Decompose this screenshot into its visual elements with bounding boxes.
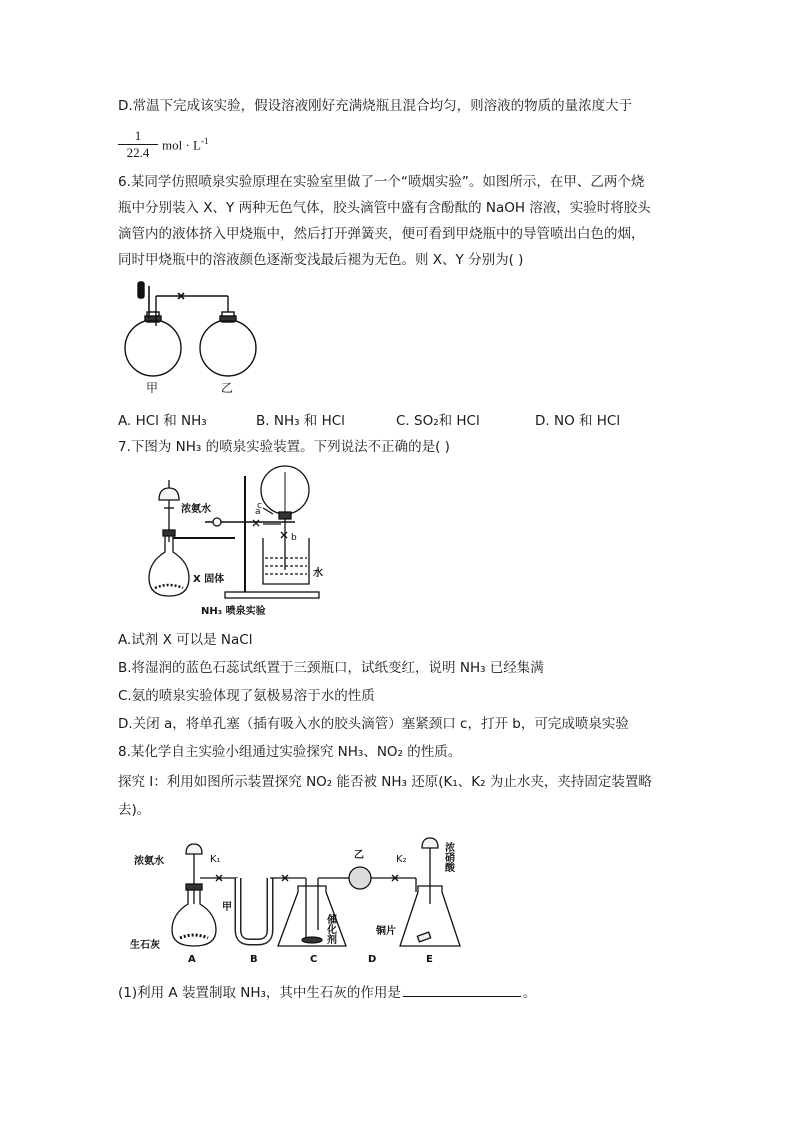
label-jia-8: 甲: [222, 902, 232, 913]
label-a: a: [255, 507, 261, 517]
q7-option-c: C.氨的喷泉实验体现了氨极易溶于水的性质: [118, 688, 375, 704]
flask-jia: [125, 320, 181, 376]
clip-b-icon: [281, 532, 287, 538]
q6-stem-line-1: 6.某同学仿照喷泉实验原理在实验室里做了一个“喷烟实验”。如图所示，在甲、乙两个烧: [118, 174, 645, 190]
label-c: c: [257, 501, 262, 511]
q7-option-d: D.关闭 a，将单孔塞（插有吸入水的胶头滴管）塞紧颈口 c，打开 b，可完成喷泉实验: [118, 716, 629, 732]
q5-unit-text: mol · L: [162, 137, 201, 153]
q6-stem-line-3: 滴管内的液体挤入甲烧瓶中，然后打开弹簧夹，便可看到甲烧瓶中的导管喷出白色的烟，: [118, 226, 645, 242]
q6-option-d: D. NO 和 HCl: [535, 413, 621, 429]
q8-sub-question-1-text: (1)利用 A 装置制取 NH₃，其中生石灰的作用是: [118, 985, 401, 1001]
beaker: [263, 538, 309, 584]
q8-apparatus-diagram: [130, 834, 470, 966]
q7-stem: 7.下图为 NH₃ 的喷泉实验装置。下列说法不正确的是( ): [118, 439, 450, 455]
label-c-8: C: [310, 954, 318, 965]
label-catalyst: 催化剂: [324, 914, 336, 944]
drying-tube-d: [349, 867, 371, 889]
label-b-8: B: [250, 954, 258, 965]
q5-fraction-denominator: 22.4: [126, 145, 150, 160]
q8-explore-1-line-2: 去)。: [118, 802, 151, 818]
label-x-solid: X 固体: [193, 574, 225, 585]
q8-explore-1-line-1: 探究 I：利用如图所示装置探究 NO₂ 能否被 NH₃ 还原(K₁、K₂ 为止水夹，夹持固定装置略: [118, 774, 652, 790]
label-e-8: E: [426, 954, 433, 965]
label-ammonia: 浓氨水: [181, 504, 211, 515]
label-nitric-acid: 浓硝酸: [442, 842, 454, 872]
separatory-funnel: [159, 488, 179, 500]
clip-a-icon: [253, 520, 259, 526]
q7-option-a: A.试剂 X 可以是 NaCl: [118, 632, 253, 648]
q7-fountain-apparatus-diagram: [145, 462, 345, 620]
q5-unit: [162, 136, 209, 153]
q5-option-d: D.常温下完成该实验，假设溶液刚好充满烧瓶且混合均匀，则溶液的物质的量浓度大于: [118, 98, 633, 114]
u-tube-b: [238, 878, 270, 942]
label-k2: K₂: [396, 854, 407, 865]
label-yi-8: 乙: [354, 850, 364, 861]
label-lime: 生石灰: [130, 940, 160, 951]
flask-label-yi: 乙: [221, 381, 234, 395]
q8-sub-question-1: [118, 982, 536, 1003]
label-water: 水: [313, 568, 323, 579]
q6-stem-line-2: 瓶中分别装入 X、Y 两种无色气体，胶头滴管中盛有含酚酞的 NaOH 溶液，实验时将胶头: [118, 200, 651, 216]
dropper-bulb: [138, 282, 144, 298]
label-d-8: D: [368, 954, 377, 965]
q7-option-b: B.将湿润的蓝色石蕊试纸置于三颈瓶口，试纸变红，说明 NH₃ 已经集满: [118, 660, 544, 676]
q6-stem-line-4: 同时甲烧瓶中的溶液颜色逐渐变浅最后褪为无色。则 X、Y 分别为( ): [118, 252, 524, 268]
label-copper: 铜片: [376, 926, 396, 937]
diagram-caption: NH₃ 喷泉实验: [201, 606, 266, 617]
q8-stem: 8.某化学自主实验小组通过实验探究 NH₃、NO₂ 的性质。: [118, 744, 462, 760]
label-a-8: A: [188, 954, 196, 965]
q6-option-c: C. SO₂和 HCl: [396, 413, 480, 429]
label-k1: K₁: [210, 854, 221, 865]
q6-smoke-experiment-diagram: [118, 276, 268, 396]
q6-option-b: B. NH₃ 和 HCl: [256, 413, 345, 429]
answer-blank[interactable]: [403, 982, 521, 997]
label-ammonia-8: 浓氨水: [134, 856, 164, 867]
q5-fraction-numerator: 1: [118, 128, 158, 145]
q5-unit-exponent: -1: [201, 136, 209, 146]
q8-sub-question-1-end: 。: [522, 985, 537, 1001]
q6-option-a: A. HCl 和 NH₃: [118, 413, 207, 429]
flask-yi: [200, 320, 256, 376]
q5-fraction: [118, 128, 158, 161]
label-b: b: [291, 533, 297, 543]
flask-label-jia: 甲: [146, 381, 159, 395]
